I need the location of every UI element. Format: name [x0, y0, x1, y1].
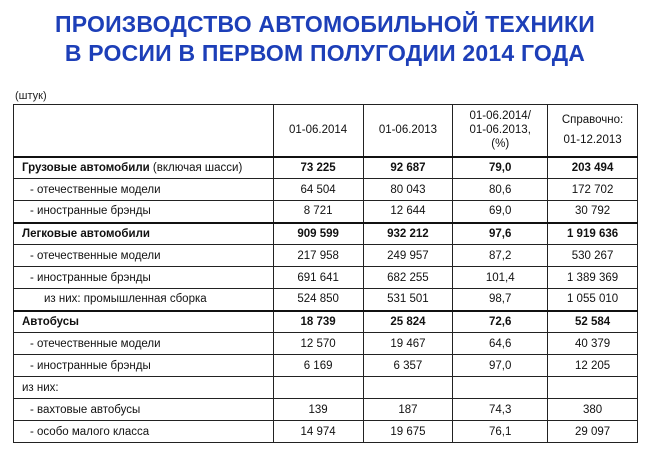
- row-value-ratio: 74,3: [453, 399, 548, 421]
- production-table: [13, 104, 638, 443]
- table-header-row: [14, 105, 638, 157]
- table-row: [14, 289, 638, 311]
- table-row: [14, 267, 638, 289]
- row-value-2013: 12 644: [363, 201, 453, 223]
- row-value-ratio: 101,4: [453, 267, 548, 289]
- header-ratio-line-1: 01-06.2014/: [469, 110, 531, 123]
- table-row: [14, 399, 638, 421]
- row-value-ratio: 64,6: [453, 333, 548, 355]
- row-value-2013: 92 687: [363, 157, 453, 179]
- row-value-ratio: 98,7: [453, 289, 548, 311]
- table-row: [14, 179, 638, 201]
- header-ratio-line-2: 01-06.2013,: [469, 124, 531, 137]
- table-row: [14, 201, 638, 223]
- row-label: - особо малого класса: [14, 421, 274, 443]
- table-row: [14, 355, 638, 377]
- row-value-reference: 40 379: [548, 333, 638, 355]
- row-value-2014: 217 958: [273, 245, 363, 267]
- row-value-reference: 203 494: [548, 157, 638, 179]
- header-cell-2013: 01-06.2013: [363, 105, 453, 157]
- table-row: [14, 377, 638, 399]
- row-value-2014: 524 850: [273, 289, 363, 311]
- row-value-2013: 249 957: [363, 245, 453, 267]
- table-row: [14, 311, 638, 333]
- header-cell-ratio: [453, 105, 548, 157]
- header-reference-line-1: Справочно:: [561, 114, 624, 127]
- row-value-2014: 12 570: [273, 333, 363, 355]
- row-label: из них:: [14, 377, 274, 399]
- row-value-reference: 1 919 636: [548, 223, 638, 245]
- header-ratio-line-3: (%): [491, 138, 510, 151]
- row-label: - иностранные брэнды: [14, 267, 274, 289]
- header-reference-line-2: 01-12.2013: [563, 134, 622, 147]
- row-value-reference: 1 055 010: [548, 289, 638, 311]
- title-line-1: ПРОИЗВОДСТВО АВТОМОБИЛЬНОЙ ТЕХНИКИ: [55, 11, 595, 37]
- row-label: Автобусы: [14, 311, 274, 333]
- table-row: [14, 157, 638, 179]
- row-value-2014: 691 641: [273, 267, 363, 289]
- row-value-reference: [548, 377, 638, 399]
- header-cell-label: [14, 105, 274, 157]
- row-value-ratio: 80,6: [453, 179, 548, 201]
- row-label: Легковые автомобили: [14, 223, 274, 245]
- row-value-reference: 380: [548, 399, 638, 421]
- row-value-2013: 80 043: [363, 179, 453, 201]
- row-value-2013: [363, 377, 453, 399]
- header-cell-2014: 01-06.2014: [273, 105, 363, 157]
- table-row: [14, 245, 638, 267]
- table-row: [14, 333, 638, 355]
- row-label: - вахтовые автобусы: [14, 399, 274, 421]
- row-value-reference: 52 584: [548, 311, 638, 333]
- row-value-ratio: 97,6: [453, 223, 548, 245]
- row-value-2013: 19 675: [363, 421, 453, 443]
- header-cell-reference: [548, 105, 638, 157]
- row-label: - отечественные модели: [14, 245, 274, 267]
- row-value-ratio: 69,0: [453, 201, 548, 223]
- row-value-ratio: 87,2: [453, 245, 548, 267]
- row-value-2013: 19 467: [363, 333, 453, 355]
- row-label-note: (включая шасси): [149, 161, 243, 174]
- row-label: - отечественные модели: [14, 333, 274, 355]
- row-value-2014: 139: [273, 399, 363, 421]
- row-value-reference: 30 792: [548, 201, 638, 223]
- row-value-2014: 909 599: [273, 223, 363, 245]
- title-line-2: В РОСИИ В ПЕРВОМ ПОЛУГОДИИ 2014 ГОДА: [64, 40, 586, 66]
- unit-label: (штук): [15, 90, 47, 102]
- row-value-ratio: [453, 377, 548, 399]
- row-value-ratio: 79,0: [453, 157, 548, 179]
- row-value-2014: 64 504: [273, 179, 363, 201]
- row-value-ratio: 97,0: [453, 355, 548, 377]
- row-value-2013: 932 212: [363, 223, 453, 245]
- row-value-reference: 1 389 369: [548, 267, 638, 289]
- row-value-2014: 14 974: [273, 421, 363, 443]
- row-value-2014: [273, 377, 363, 399]
- page-title: [0, 10, 650, 68]
- row-value-ratio: 76,1: [453, 421, 548, 443]
- row-value-2014: 18 739: [273, 311, 363, 333]
- row-value-ratio: 72,6: [453, 311, 548, 333]
- row-value-2013: 682 255: [363, 267, 453, 289]
- row-value-2013: 531 501: [363, 289, 453, 311]
- row-value-2013: 25 824: [363, 311, 453, 333]
- row-value-2014: 6 169: [273, 355, 363, 377]
- row-value-reference: 530 267: [548, 245, 638, 267]
- row-value-2014: 73 225: [273, 157, 363, 179]
- row-value-2013: 187: [363, 399, 453, 421]
- row-label: [14, 157, 274, 179]
- row-value-reference: 29 097: [548, 421, 638, 443]
- row-label: - иностранные брэнды: [14, 201, 274, 223]
- table-row: [14, 223, 638, 245]
- row-label: из них: промышленная сборка: [14, 289, 274, 311]
- row-value-reference: 172 702: [548, 179, 638, 201]
- row-label-text: Грузовые автомобили: [22, 161, 150, 174]
- row-label: - иностранные брэнды: [14, 355, 274, 377]
- row-value-2014: 8 721: [273, 201, 363, 223]
- row-value-reference: 12 205: [548, 355, 638, 377]
- table-row: [14, 421, 638, 443]
- row-label: - отечественные модели: [14, 179, 274, 201]
- row-value-2013: 6 357: [363, 355, 453, 377]
